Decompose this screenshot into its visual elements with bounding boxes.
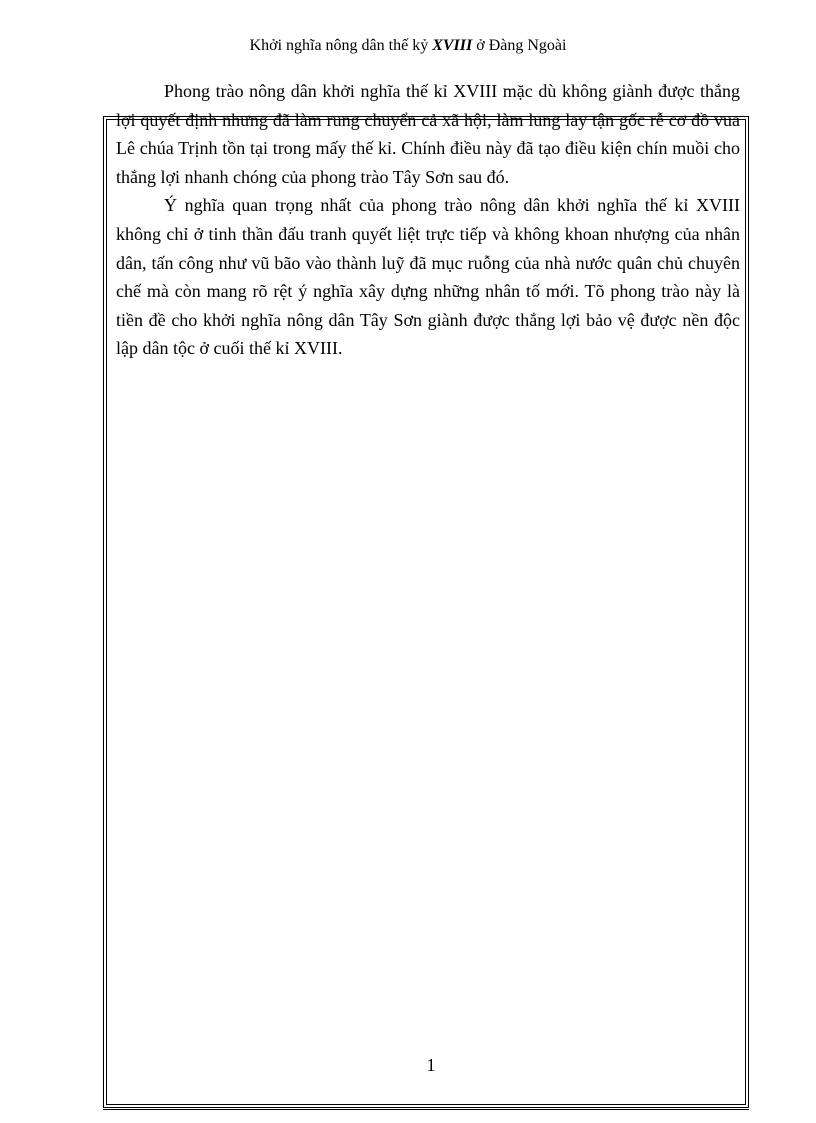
paragraph-2: Ý nghĩa quan trọng nhất của phong trào nông dân khởi nghĩa thế kỉ XVIII không chỉ ở tinh thần đấu tranh quyết liệt trực tiếp và không khoan nhượng của nhân dân, tấn công như vũ bão vào thành luỹ đã mục ruỗng của nhà nước quân chủ chuyên chế mà còn mang rõ rệt ý nghĩa xây dựng những nhân tố mới. Tõ phong trào này là tiền đề cho khởi nghĩa nông dân Tây Sơn giành được thắng lợi bảo vệ được nền độc lập dân tộc ở cuối thế kỉ XVIII. xyxy=(116,195,740,359)
page-header xyxy=(0,36,816,56)
paragraph-1: Phong trào nông dân khởi nghĩa thế kỉ XVIII mặc dù không giành được thắng lợi quyết định nhưng đã làm rung chuyển cả xã hội, làm lung lay tận gốc rễ cơ đồ vua Lê chúa Trịnh tồn tại trong mấy thế kỉ. Chính điều này đã tạo điều kiện chín muồi cho thắng lợi nhanh chóng của phong trào Tây Sơn sau đó. xyxy=(116,81,740,187)
page-number: 1 xyxy=(426,1055,436,1075)
header-title-century: XVIII xyxy=(432,37,473,54)
header-title-end: ở Đàng Ngoài xyxy=(476,37,567,54)
header-title-start: Khởi nghĩa nông dân thế kỷ xyxy=(249,37,429,54)
page-border-bottom-rule xyxy=(103,1109,749,1110)
document-body xyxy=(116,77,740,363)
